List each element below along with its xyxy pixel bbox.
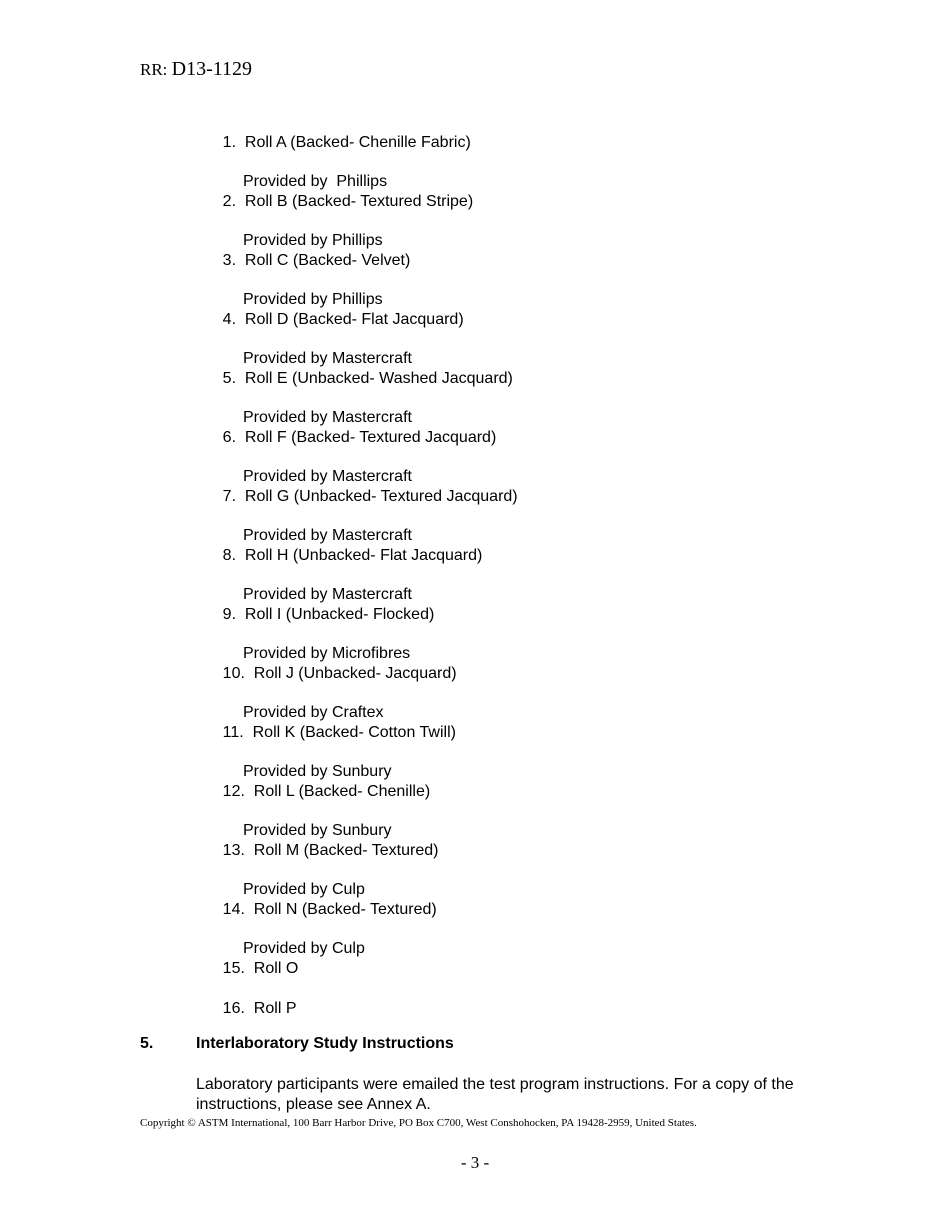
- section-paragraph: Laboratory participants were emailed the test program instructions. For a copy of the instructions, please see Annex A.: [196, 1076, 794, 1113]
- roll-provider: Provided by Microfibres: [243, 644, 411, 662]
- roll-provider: Provided by Culp: [243, 939, 365, 957]
- document-number: D13-1129: [171, 58, 253, 80]
- roll-provider: Provided by Mastercraft: [243, 585, 412, 603]
- roll-label: 6. Roll F (Backed- Textured Jacquard): [222, 428, 497, 446]
- roll-provider: Provided by Craftex: [243, 703, 384, 721]
- roll-label: 11. Roll K (Backed- Cotton Twill): [222, 723, 456, 741]
- roll-provider: Provided by Phillips: [243, 172, 388, 190]
- roll-provider: Provided by Mastercraft: [243, 349, 412, 367]
- roll-label: 8. Roll H (Unbacked- Flat Jacquard): [222, 546, 483, 564]
- roll-provider: Provided by Phillips: [243, 290, 383, 308]
- roll-label: 2. Roll B (Backed- Textured Stripe): [222, 192, 474, 210]
- roll-label: 3. Roll C (Backed- Velvet): [222, 251, 411, 269]
- roll-label: 13. Roll M (Backed- Textured): [222, 841, 439, 859]
- roll-label: 4. Roll D (Backed- Flat Jacquard): [222, 310, 464, 328]
- roll-label: 7. Roll G (Unbacked- Textured Jacquard): [222, 487, 518, 505]
- list-item: [196, 979, 296, 1038]
- roll-label: 16. Roll P: [222, 999, 297, 1017]
- roll-provider: Provided by Sunbury: [243, 821, 392, 839]
- roll-label: 5. Roll E (Unbacked- Washed Jacquard): [222, 369, 513, 387]
- header-prefix: RR:: [140, 60, 172, 79]
- copyright-notice: Copyright © ASTM International, 100 Barr Harbor Drive, PO Box C700, West Conshohocken, PA 19428-2959, United States.: [140, 1117, 697, 1129]
- roll-provider: Provided by Culp: [243, 880, 365, 898]
- roll-label: 12. Roll L (Backed- Chenille): [222, 782, 431, 800]
- roll-label: 1. Roll A (Backed- Chenille Fabric): [222, 133, 471, 151]
- roll-provider: Provided by Phillips: [243, 231, 383, 249]
- roll-provider: Provided by Mastercraft: [243, 408, 412, 426]
- section-title: Interlaboratory Study Instructions: [196, 1035, 454, 1052]
- roll-provider: Provided by Sunbury: [243, 762, 392, 780]
- roll-label: 15. Roll O: [222, 959, 299, 977]
- roll-label: 9. Roll I (Unbacked- Flocked): [222, 605, 435, 623]
- roll-provider: Provided by Mastercraft: [243, 467, 412, 485]
- roll-label: 10. Roll J (Unbacked- Jacquard): [222, 664, 457, 682]
- roll-label: 14. Roll N (Backed- Textured): [222, 900, 437, 918]
- report-header: [140, 58, 252, 81]
- section-number: 5.: [140, 1035, 154, 1052]
- page-number: - 3 -: [460, 1153, 490, 1172]
- roll-provider: Provided by Mastercraft: [243, 526, 412, 544]
